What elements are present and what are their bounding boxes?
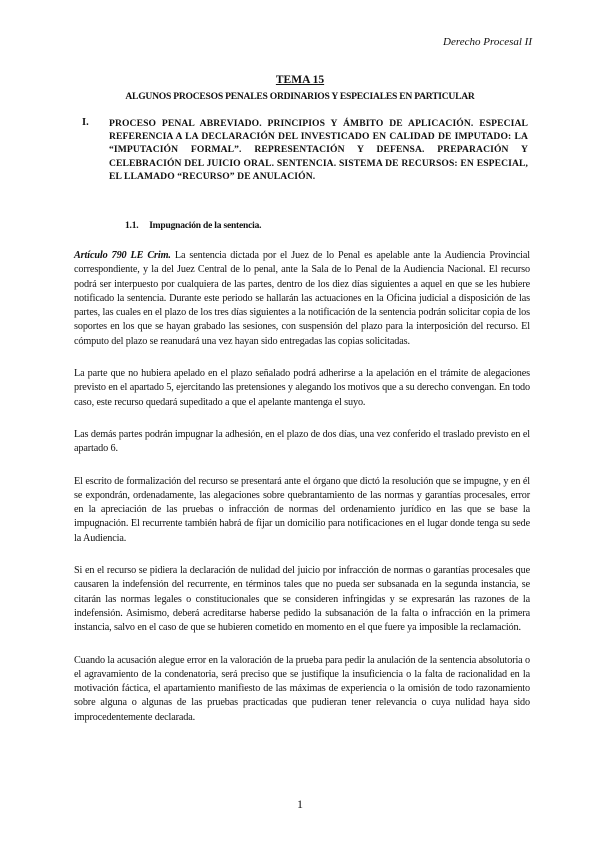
section-heading: PROCESO PENAL ABREVIADO. PRINCIPIOS Y ÁMBITO DE APLICACIÓN. ESPECIAL REFERENCIA A LA DECLARACIÓN DEL INVESTICADO EN CALIDAD DE IMPUTADO: LA “IMPUTACIÓN FORMAL”. REPRESENTACIÓN Y DEFENSA. PREPARACIÓN Y CELEBRACIÓN DEL JUICIO ORAL. SENTENCIA. SISTEMA DE RECURSOS: EN ESPECIAL, EL LLAMADO “RECURSO” DE ANULACIÓN.	[109, 118, 528, 182]
section-number: I.	[82, 117, 89, 128]
page-number: 1	[297, 797, 303, 811]
paragraph: El escrito de formalización del recurso se presentará ante el órgano que dictó la resolución que se impugne, y en él se expondrán, ordenadamente, las alegaciones sobre quebrantamiento de las normas y garantías procesales, error en la apreciación de las pruebas o infracción de normas del ordenamiento jurídico en las que se base la impugnación. El recurrente también habrá de fijar un domicilio para notificaciones en el lugar donde tenga su sede la Audiencia.	[74, 475, 530, 544]
topic-subtitle: ALGUNOS PROCESOS PENALES ORDINARIOS Y ESPECIALES EN PARTICULAR	[125, 91, 475, 102]
article-reference: Artículo 790 LE Crim.	[74, 250, 171, 261]
running-header: Derecho Procesal II	[443, 36, 532, 48]
subsection-label: Impugnación de la sentencia.	[149, 221, 262, 231]
body-text	[74, 249, 530, 743]
section-heading-block	[82, 117, 528, 183]
topic-title: TEMA 15	[275, 74, 325, 86]
paragraph: Las demás partes podrán impugnar la adhesión, en el plazo de dos días, una vez conferido el traslado previsto en el apartado 6.	[74, 428, 530, 455]
subsection-number: 1.1.	[125, 221, 139, 231]
paragraph: Si en el recurso se pidiera la declaración de nulidad del juicio por infracción de normas o garantías procesales que causaren la indefensión del recurrente, en términos tales que no pueda ser subsanada en la segunda instancia, se citarán las normas legales o constitucionales que se consideren infringidas y se expresarán las razones de la indefensión. Asimismo, deberá acreditarse haberse pedido la subsanación de la falta o infracción en la primera instancia, salvo en el caso de que se hubieren cometido en momento en el que fuere ya imposible la reclamación.	[74, 565, 530, 634]
paragraph: La parte que no hubiera apelado en el plazo señalado podrá adherirse a la apelación en el trámite de alegaciones previsto en el apartado 5, ejercitando las pretensiones y alegando los motivos que a su derecho convengan. En todo caso, este recurso quedará supeditado a que el apelante mantenga el suyo.	[74, 368, 530, 408]
subsection-heading	[125, 221, 261, 231]
paragraph-text: La sentencia dictada por el Juez de lo Penal es apelable ante la Audiencia Provincial correspondiente, y la del Juez Central de lo penal, ante la Sala de lo Penal de la Audiencia Nacional. El recurso podrá ser interpuesto por cualquiera de las partes, dentro de los diez días siguientes a aquel en que se les hubiere notificado la sentencia. Durante este periodo se hallarán las actuaciones en la Oficina judicial a disposición de las partes, las cuales en el plazo de los tres días siguientes a la notificación de la sentencia podrán solicitar copia de los soportes en los que se hayan grabado las sesiones, con suspensión del plazo para la interposición del recurso. El cómputo del plazo se reanudará una vez hayan sido entregadas las copias solicitadas.	[74, 250, 530, 347]
paragraph: Cuando la acusación alegue error en la valoración de la prueba para pedir la anulación de la sentencia absolutoria o el agravamiento de la condenatoria, será preciso que se justifique la insuficiencia o la falta de racionalidad en la motivación fáctica, el apartamiento manifiesto de las máximas de experiencia o la omisión de todo razonamiento sobre alguna o algunas de las pruebas practicadas que pudieran tener relevancia o cuya nulidad haya sido improcedentemente declarada.	[74, 654, 530, 723]
paragraph	[74, 249, 530, 349]
